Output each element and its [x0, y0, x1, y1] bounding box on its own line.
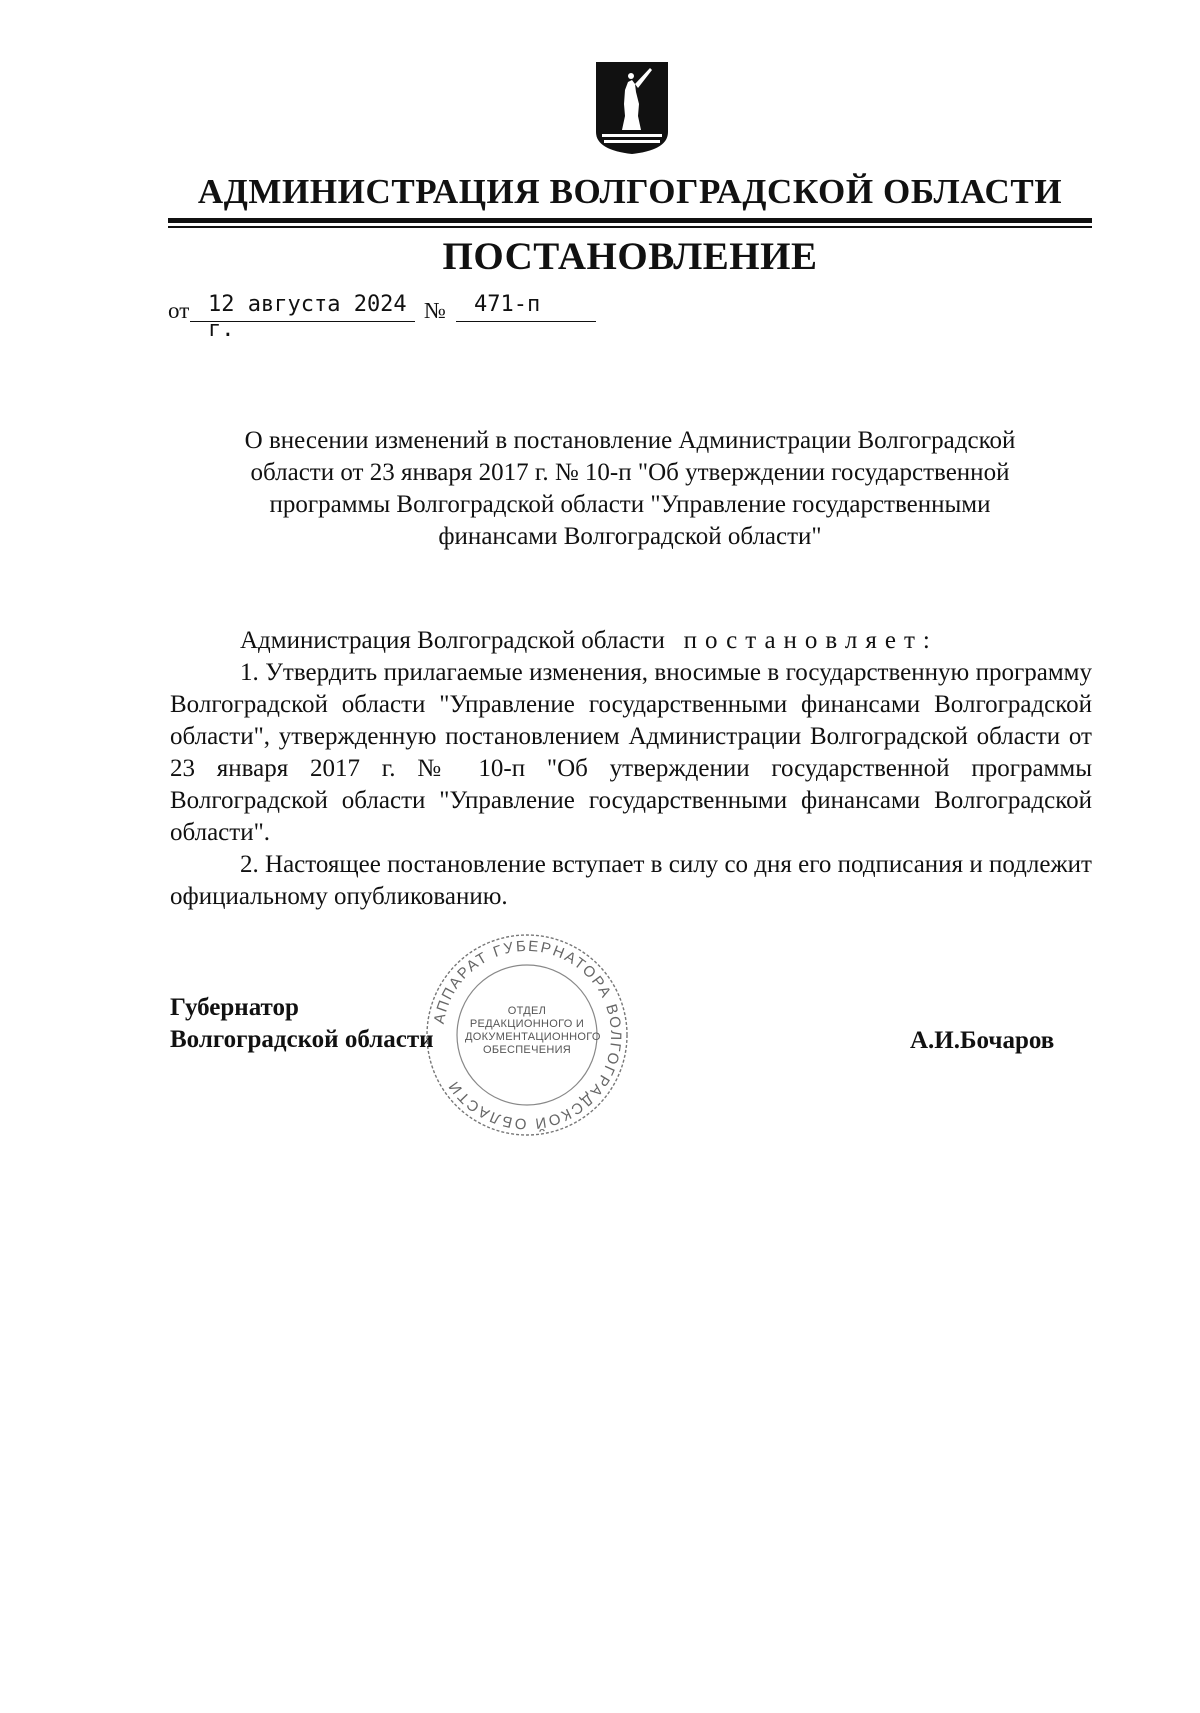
number-sign: №	[424, 298, 446, 323]
organization-title: АДМИНИСТРАЦИЯ ВОЛГОГРАДСКОЙ ОБЛАСТИ	[197, 172, 1063, 211]
document-number: 471-п	[456, 292, 596, 322]
volgograd-emblem-icon	[592, 60, 672, 156]
subject-line: области от 23 января 2017 г. № 10-п "Об утверждении государственной	[250, 459, 1010, 486]
signer-title-line: Волгоградской области	[170, 1026, 434, 1053]
header-rule-thick	[168, 218, 1092, 223]
intro-subject: Администрация Волгоградской области	[240, 627, 665, 654]
header-rule-thin	[168, 226, 1092, 228]
intro-verb: постановляет:	[683, 627, 938, 654]
stamp-line: РЕДАКЦИОННОГО И	[469, 1018, 585, 1030]
resolution-intro	[170, 625, 1092, 657]
stamp-outer-text: АППАРАТ ГУБЕРНАТОРА ВОЛГОГРАДСКОЙ ОБЛАСТИ	[430, 937, 625, 1133]
signer-title-line: Губернатор	[170, 994, 299, 1021]
date-prefix: от	[168, 298, 190, 323]
signer-title	[170, 992, 434, 1056]
signer-name: А.И.Бочаров	[910, 1027, 1055, 1054]
subject-line: О внесении изменений в постановление Администрации Волгоградской	[244, 427, 1016, 454]
subject-line: финансами Волгоградской области"	[438, 523, 822, 550]
stamp-line: ДОКУМЕНТАЦИОННОГО	[465, 1031, 601, 1043]
subject-line: программы Волгоградской области "Управление государственными	[269, 491, 991, 518]
resolution-item-2: 2. Настоящее постановление вступает в силу со дня его подписания и подлежит официальному опубликованию.	[170, 851, 1092, 910]
document-type-title: ПОСТАНОВЛЕНИЕ	[442, 235, 818, 278]
stamp-center-text	[465, 1005, 601, 1057]
document-body	[170, 625, 1092, 913]
stamp-line: ОБЕСПЕЧЕНИЯ	[482, 1044, 572, 1056]
resolution-item-1: 1. Утвердить прилагаемые изменения, вносимые в государственную программу Волгоградской области "Управление государственными финансами Волгоградской области", утвержденную постановлением Администрации Волгоградской области от 23 января 2017 г. № 10-п "Об утверждении государственной программы Волгоградской области "Управление государственными финансами Волгоградской области".	[170, 659, 1092, 846]
document-subject	[190, 425, 1070, 553]
stamp-line: ОТДЕЛ	[507, 1005, 547, 1017]
document-date: 12 августа 2024 г.	[190, 292, 415, 322]
